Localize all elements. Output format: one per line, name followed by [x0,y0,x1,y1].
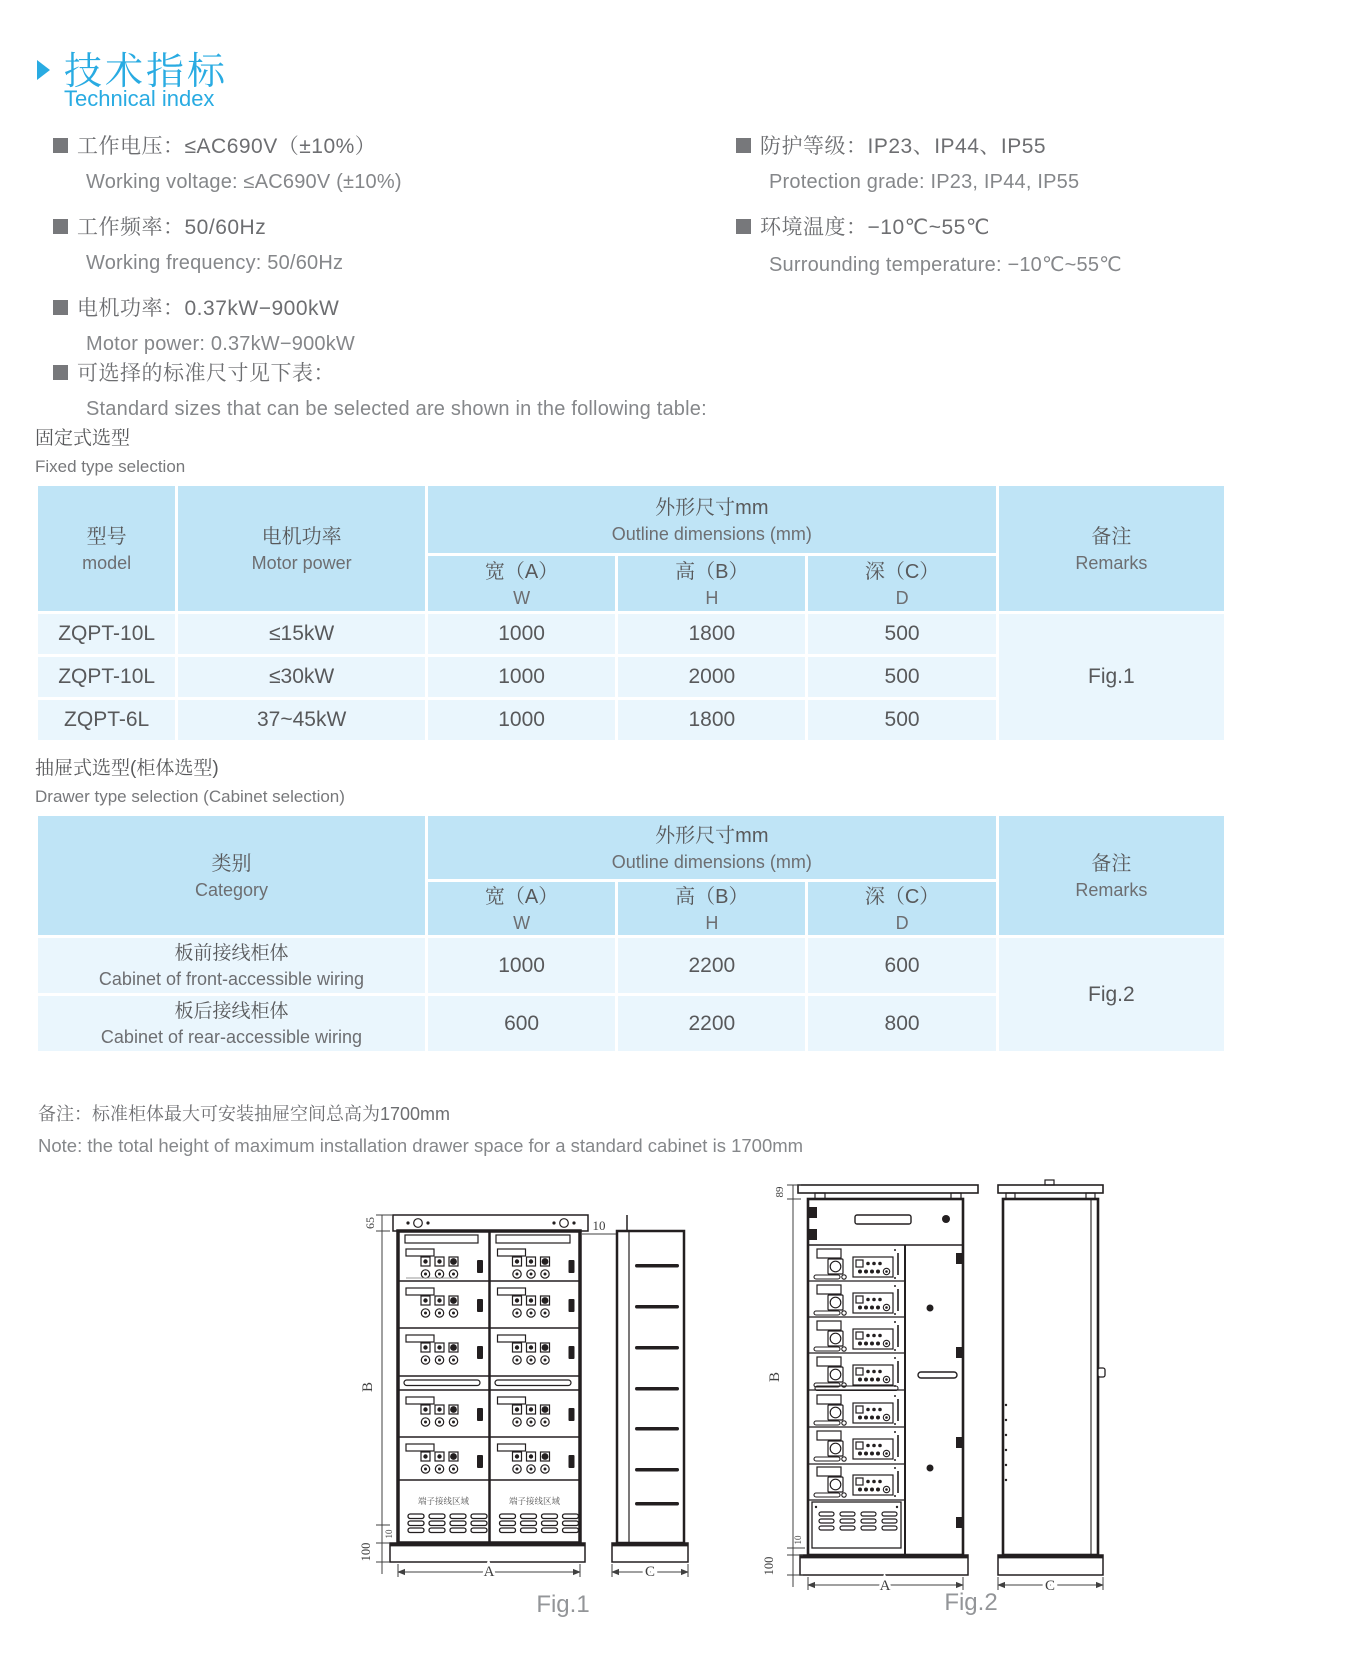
page-title: 技术指标 [64,51,229,93]
cell-width: 1000 [426,656,616,699]
header-cn: 外形尺寸mm [655,824,769,847]
header-cn: 深（C） [864,885,940,908]
fig2-dim-base: 100 [762,1556,776,1576]
fig2-caption: Fig.2 [944,1589,998,1616]
fig1-side-view [612,1215,688,1562]
col-header-motor-power [177,485,427,613]
fig1-dim-gap: 10 [592,1218,606,1233]
col-header-depth [807,555,997,613]
header-cn: 型号 [86,525,127,548]
fig2-dim-height: B [767,1371,783,1383]
terminal-area-label: 端子接线区域 [508,1496,561,1506]
section-label-en: Drawer type selection (Cabinet selection) [35,787,345,806]
spec-en-text: Working frequency: 50/60Hz [86,252,344,274]
spec-protection-grade [736,130,1316,194]
figure-1-drawing [330,1180,700,1640]
fig1-dim-height: B [360,1381,376,1393]
intro-cn-text: 可选择的标准尺寸见下表： [77,362,335,385]
fig2-dim-width: A [879,1578,891,1594]
col-header-category [37,815,427,937]
spec-motor-power [53,292,693,356]
bullet-square-icon [736,138,751,153]
spec-en-text: Protection grade: IP23, IP44, IP55 [769,171,1080,193]
category-en: Cabinet of rear-accessible wiring [100,1026,363,1047]
header-en: H [705,587,719,608]
figure-2-drawing [715,1150,1115,1625]
header-en: Outline dimensions (mm) [611,523,812,544]
header-cn: 类别 [211,852,252,875]
category-cn: 板前接线柜体 [174,942,289,964]
footnote [38,1100,803,1157]
col-header-height [617,881,807,937]
cell-depth: 500 [807,656,997,699]
fig1-dim-width: A [483,1564,495,1580]
fig1-dim-top: 65 [363,1217,377,1229]
bullet-square-icon [53,300,68,315]
cell-category [37,937,427,995]
cell-height: 1800 [617,699,807,742]
col-header-model [37,485,177,613]
fig2-front-view [798,1185,978,1575]
spec-en-text: Motor power: 0.37kW−900kW [86,333,355,355]
header-en: D [895,587,909,608]
cell-power: ≤15kW [177,613,427,656]
spec-surrounding-temperature [736,211,1316,277]
spec-cn-text: 防护等级：IP23、IP44、IP55 [760,135,1047,158]
section-label-cn: 固定式选型 [35,428,131,449]
cell-remark: Fig.1 [997,613,1225,742]
col-header-height [617,555,807,613]
header-cn: 备注 [1091,852,1132,875]
fig2-dim-top: 89 [774,1186,786,1198]
header-en: Motor power [251,552,352,573]
spec-cn-text: 电机功率：0.37kW−900kW [77,297,340,320]
cell-remark: Fig.2 [997,937,1225,1053]
fig2-dim-depth: C [1044,1578,1056,1594]
header-en: Remarks [1075,879,1148,900]
col-header-remarks [997,815,1225,937]
header-cn: 宽（A） [484,560,559,583]
spec-working-voltage [53,130,693,194]
spec-en-text: Working voltage: ≤AC690V (±10%) [86,171,402,193]
col-header-width [426,555,616,613]
header-en: model [82,552,132,573]
col-header-outline-dimensions [426,485,997,555]
cell-depth: 500 [807,699,997,742]
spec-en-text: Surrounding temperature: −10℃~55℃ [769,254,1122,276]
fig1-dim-base: 100 [359,1542,373,1562]
section-label-cn: 抽屉式选型(柜体选型) [35,758,219,779]
header-en: Outline dimensions (mm) [611,851,812,872]
table-intro [53,357,953,438]
cell-height: 2000 [617,656,807,699]
cell-model: ZQPT-10L [37,656,177,699]
terminal-area-label: 端子接线区域 [417,1496,470,1506]
cell-width: 1000 [426,699,616,742]
cell-power: 37~45kW [177,699,427,742]
cell-depth: 500 [807,613,997,656]
fig2-side-view [998,1180,1105,1575]
bullet-square-icon [736,219,751,234]
spec-cn-text: 环境温度：−10℃~55℃ [760,216,990,239]
cell-width: 1000 [426,937,616,995]
page-subtitle: Technical index [64,86,215,111]
cell-model: ZQPT-6L [37,699,177,742]
fig2-dim-vent: 10 [793,1535,803,1545]
cell-height: 1800 [617,613,807,656]
cell-category [37,995,427,1053]
fixed-section-label [35,423,185,477]
header-en: Remarks [1075,552,1148,573]
footnote-en: Note: the total height of maximum installation drawer space for a standard cabinet is 1700mm [38,1135,804,1156]
category-en: Cabinet of front-accessible wiring [98,968,365,989]
header-cn: 备注 [1091,525,1132,548]
category-cn: 板后接线柜体 [174,1000,289,1022]
spec-working-frequency [53,211,693,275]
fig1-front-view [390,1215,588,1562]
drawer-section-label [35,753,345,807]
bullet-square-icon [53,219,68,234]
cell-width: 600 [426,995,616,1053]
spec-column-right [736,130,1316,294]
header-cn: 外形尺寸mm [655,496,769,519]
header-en: D [895,912,909,933]
table-row [37,937,1226,995]
spec-column-left [53,130,693,373]
header-en: H [705,912,719,933]
header-cn: 电机功率 [261,525,342,548]
cell-depth: 600 [807,937,997,995]
header-en: Category [194,879,269,900]
bullet-square-icon [53,365,68,380]
fig1-caption: Fig.1 [536,1591,590,1618]
fig1-dim-vent: 10 [384,1529,394,1539]
header-en: W [513,587,531,608]
cell-model: ZQPT-10L [37,613,177,656]
col-header-width [426,881,616,937]
drawer-selection-table [35,813,1227,1054]
spec-cn-text: 工作电压：≤AC690V（±10%） [77,135,377,158]
intro-en-text: Standard sizes that can be selected are shown in the following table: [86,398,707,420]
cell-power: ≤30kW [177,656,427,699]
bullet-square-icon [53,138,68,153]
header-cn: 宽（A） [484,885,559,908]
cell-depth: 800 [807,995,997,1053]
header-cn: 高（B） [675,885,749,908]
col-header-depth [807,881,997,937]
arrow-right-icon [37,60,50,80]
header-cn: 高（B） [675,560,749,583]
cell-height: 2200 [617,937,807,995]
fig1-dim-depth: C [644,1564,656,1580]
spec-cn-text: 工作频率：50/60Hz [77,216,267,239]
header-en: W [513,912,531,933]
footnote-cn: 备注：标准柜体最大可安装抽屉空间总高为1700mm [38,1104,451,1124]
section-label-en: Fixed type selection [35,457,186,476]
cell-width: 1000 [426,613,616,656]
col-header-remarks [997,485,1225,613]
fixed-selection-table [35,483,1227,743]
header-cn: 深（C） [864,560,940,583]
cell-height: 2200 [617,995,807,1053]
table-row [37,613,1226,656]
col-header-outline-dimensions [426,815,997,881]
